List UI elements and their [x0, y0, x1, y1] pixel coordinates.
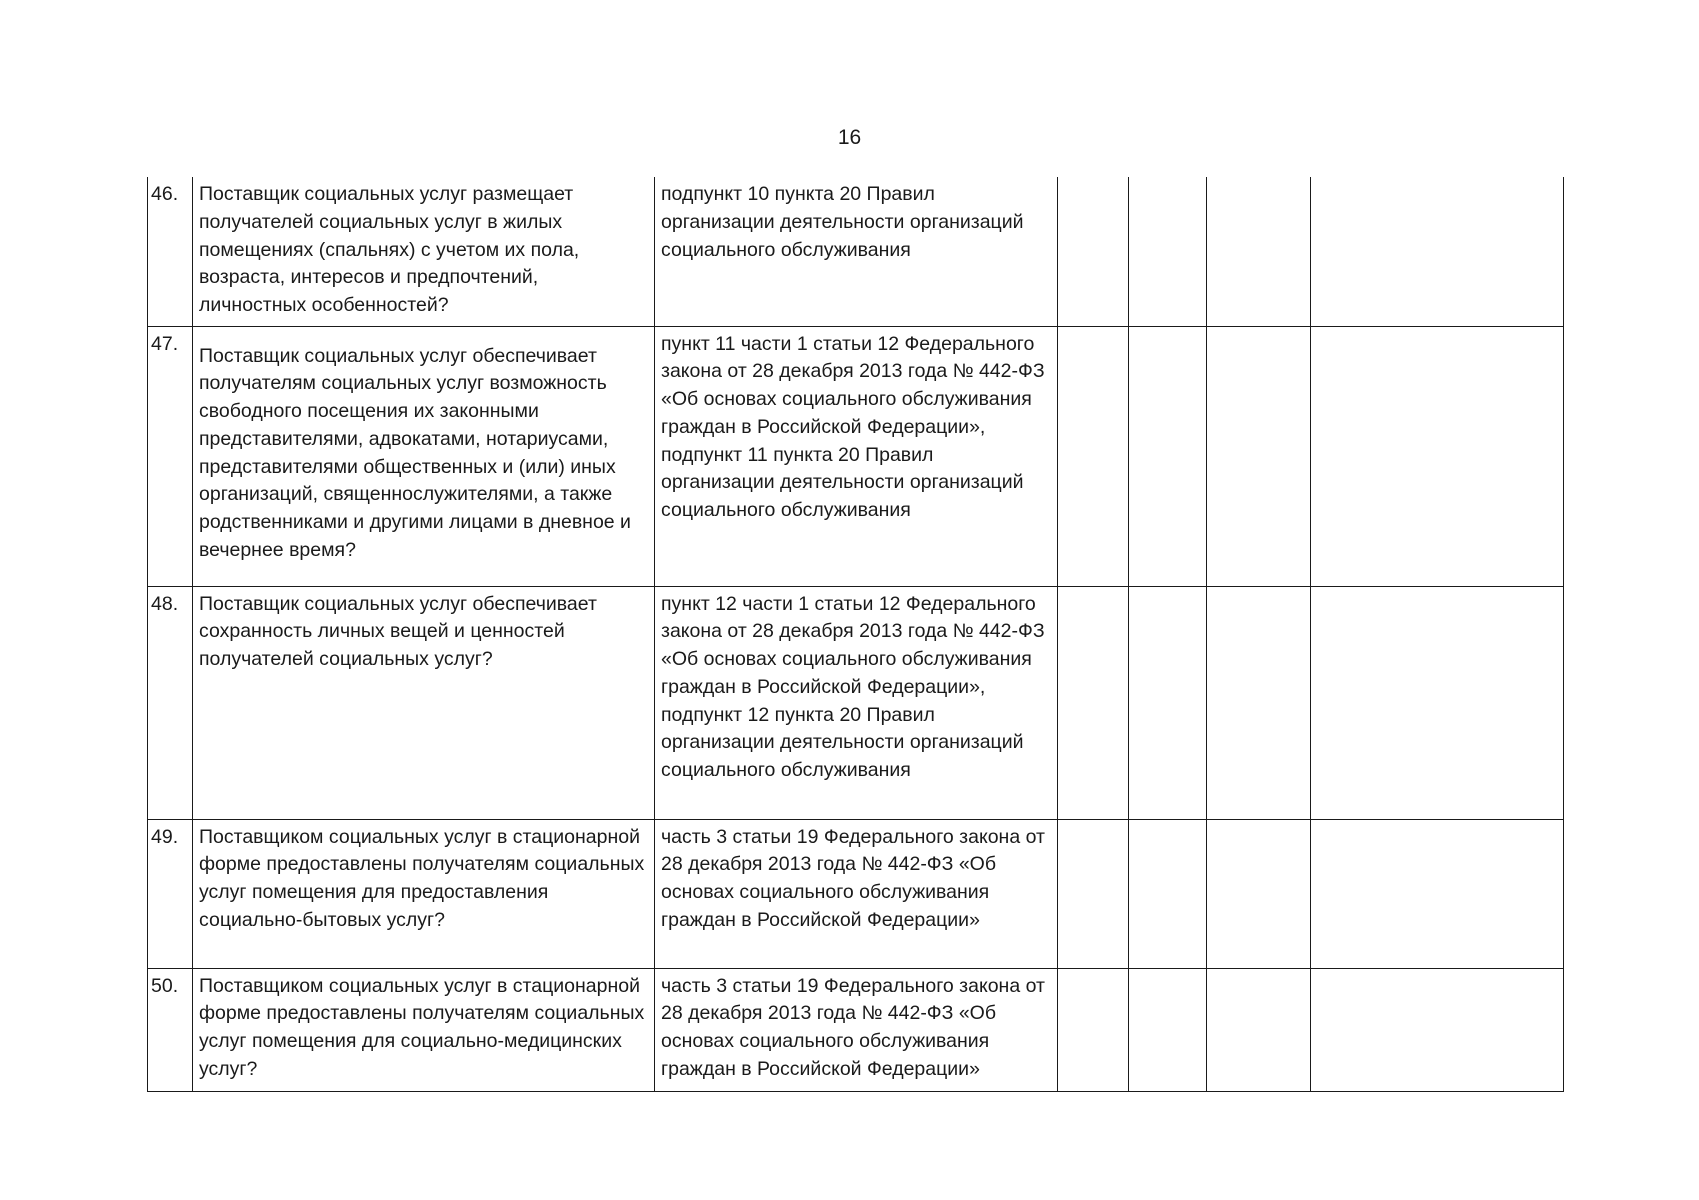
- empty-cell: [1129, 586, 1207, 819]
- table-row: [148, 819, 1564, 968]
- legal-reference-cell: пункт 11 части 1 статьи 12 Федерального закона от 28 декабря 2013 года № 442-ФЗ «Об основах социального обслуживания граждан в Российской Федерации», подпункт 11 пункта 20 Правил организации деятельности организаций социального обслуживания: [655, 326, 1058, 586]
- empty-cell: [1207, 819, 1311, 968]
- empty-cell: [1058, 968, 1129, 1091]
- empty-cell: [1058, 326, 1129, 586]
- legal-reference-cell: подпункт 10 пункта 20 Правил организации деятельности организаций социального обслуживания: [655, 177, 1058, 326]
- empty-cell: [1129, 177, 1207, 326]
- question-cell: Поставщиком социальных услуг в стационарной форме предоставлены получателям социальных услуг помещения для социально-медицинских услуг?: [193, 968, 655, 1091]
- table-row: [148, 177, 1564, 326]
- empty-cell: [1311, 968, 1564, 1091]
- legal-reference-cell: часть 3 статьи 19 Федерального закона от 28 декабря 2013 года № 442-ФЗ «Об основах социального обслуживания граждан в Российской Федерации»: [655, 819, 1058, 968]
- question-cell: Поставщик социальных услуг обеспечивает сохранность личных вещей и ценностей получателей социальных услуг?: [193, 586, 655, 819]
- empty-cell: [1129, 968, 1207, 1091]
- table-row: [148, 326, 1564, 586]
- question-cell: Поставщик социальных услуг обеспечивает получателям социальных услуг возможность свободного посещения их законными представителями, адвокатами, нотариусами, представителями общественных и (или) иных организаций, священнослужителями, а также родственниками и другими лицами в дневное и вечернее время?: [193, 326, 655, 586]
- empty-cell: [1311, 819, 1564, 968]
- checklist-table: [147, 177, 1564, 1092]
- row-number: 48.: [148, 586, 193, 819]
- empty-cell: [1058, 586, 1129, 819]
- empty-cell: [1207, 326, 1311, 586]
- question-cell: Поставщик социальных услуг размещает получателей социальных услуг в жилых помещениях (спальнях) с учетом их пола, возраста, интересов и предпочтений, личностных особенностей?: [193, 177, 655, 326]
- empty-cell: [1311, 326, 1564, 586]
- empty-cell: [1311, 586, 1564, 819]
- table-row: [148, 968, 1564, 1091]
- legal-reference-cell: пункт 12 части 1 статьи 12 Федерального закона от 28 декабря 2013 года № 442-ФЗ «Об основах социального обслуживания граждан в Российской Федерации», подпункт 12 пункта 20 Правил организации деятельности организаций социального обслуживания: [655, 586, 1058, 819]
- page-number: 16: [837, 126, 862, 149]
- empty-cell: [1207, 586, 1311, 819]
- legal-reference-cell: часть 3 статьи 19 Федерального закона от 28 декабря 2013 года № 442-ФЗ «Об основах социального обслуживания граждан в Российской Федерации»: [655, 968, 1058, 1091]
- row-number: 49.: [148, 819, 193, 968]
- row-number: 47.: [148, 326, 193, 586]
- empty-cell: [1207, 177, 1311, 326]
- empty-cell: [1058, 177, 1129, 326]
- question-cell: Поставщиком социальных услуг в стационарной форме предоставлены получателям социальных услуг помещения для предоставления социально-бытовых услуг?: [193, 819, 655, 968]
- table-row: [148, 586, 1564, 819]
- empty-cell: [1058, 819, 1129, 968]
- empty-cell: [1207, 968, 1311, 1091]
- empty-cell: [1129, 819, 1207, 968]
- row-number: 50.: [148, 968, 193, 1091]
- row-number: 46.: [148, 177, 193, 326]
- empty-cell: [1129, 326, 1207, 586]
- empty-cell: [1311, 177, 1564, 326]
